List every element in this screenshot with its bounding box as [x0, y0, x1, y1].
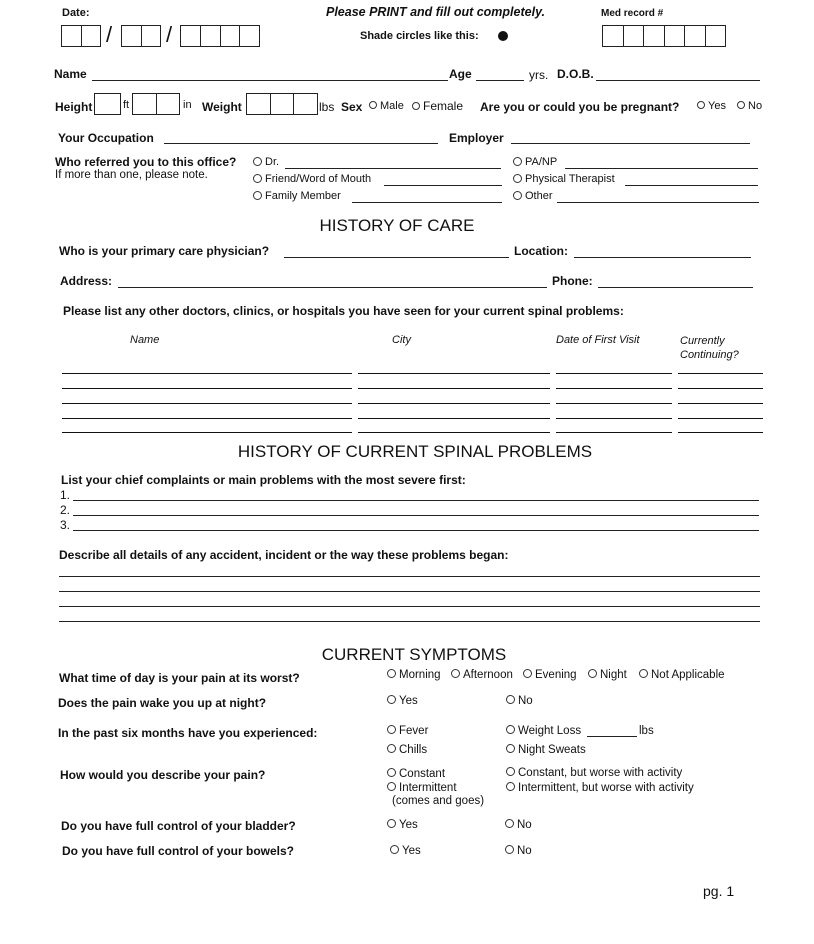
- complaint-number: 3.: [60, 518, 71, 532]
- referred-note: If more than one, please note.: [55, 169, 208, 181]
- doctor-date-first-visit-field[interactable]: [556, 403, 672, 404]
- doctor-name-field[interactable]: [62, 373, 352, 374]
- referred-other-option[interactable]: [513, 190, 553, 202]
- bladder-no-label: No: [517, 819, 532, 831]
- location-field[interactable]: [574, 257, 751, 258]
- time-na-option[interactable]: [639, 669, 725, 681]
- doctor-date-first-visit-field[interactable]: [556, 388, 672, 389]
- phone-field[interactable]: [598, 287, 753, 288]
- bowels-no-label: No: [517, 845, 532, 857]
- intermittent-worse-option[interactable]: [506, 782, 694, 794]
- radio-icon: [506, 744, 515, 753]
- referred-pa-label: PA/NP: [525, 156, 558, 168]
- radio-icon: [253, 191, 262, 200]
- fever-label: Fever: [399, 725, 429, 737]
- constant-worse-label: Constant, but worse with activity: [518, 767, 683, 779]
- intermittent-worse-label: Intermittent, but worse with activity: [518, 782, 694, 794]
- accident-field[interactable]: [59, 621, 760, 622]
- sex-female-label: Female: [423, 99, 464, 113]
- filled-circle-example-icon: [498, 31, 508, 41]
- time-afternoon-option[interactable]: [451, 669, 513, 681]
- med-record-field[interactable]: [602, 25, 726, 47]
- complaint-number: 1.: [60, 488, 71, 502]
- constant-worse-option[interactable]: [506, 767, 682, 779]
- time-evening-label: Evening: [535, 669, 577, 681]
- complaint-2-field[interactable]: [73, 515, 759, 516]
- doctor-currently-continuing-field[interactable]: [678, 432, 763, 433]
- pregnant-no-label: No: [748, 100, 763, 112]
- location-label: Location:: [514, 244, 568, 258]
- bowels-no-option[interactable]: [505, 845, 532, 857]
- weight-field[interactable]: [246, 93, 318, 115]
- radio-icon: [387, 725, 396, 734]
- history-of-care-heading: HISTORY OF CARE: [319, 216, 475, 235]
- pregnant-no-option[interactable]: [737, 100, 762, 112]
- column-city-header: City: [392, 334, 411, 346]
- doctor-date-first-visit-field[interactable]: [556, 432, 672, 433]
- occupation-field[interactable]: [164, 143, 438, 144]
- time-evening-option[interactable]: [523, 669, 577, 681]
- referred-friend-label: Friend/Word of Mouth: [265, 173, 372, 185]
- wake-no-option[interactable]: [506, 695, 533, 707]
- bladder-yes-option[interactable]: [387, 819, 418, 831]
- doctor-city-field[interactable]: [358, 418, 550, 419]
- referred-other-label: Other: [525, 190, 553, 202]
- chills-option[interactable]: [387, 744, 427, 756]
- date-month-field[interactable]: [61, 25, 101, 47]
- age-label: Age: [449, 67, 472, 81]
- date-slash: /: [106, 22, 113, 47]
- doctor-city-field[interactable]: [358, 403, 550, 404]
- employer-label: Employer: [449, 131, 504, 145]
- dob-field[interactable]: [596, 80, 760, 81]
- page-number: pg. 1: [703, 883, 735, 899]
- radio-icon: [387, 695, 396, 704]
- yrs-label: yrs.: [529, 68, 549, 82]
- constant-label: Constant: [399, 768, 446, 780]
- radio-icon: [513, 157, 522, 166]
- in-label: in: [183, 99, 192, 111]
- sex-label: Sex: [341, 100, 363, 114]
- time-night-label: Night: [600, 669, 627, 681]
- radio-icon: [588, 669, 597, 678]
- address-label: Address:: [60, 274, 113, 288]
- accident-field[interactable]: [59, 606, 760, 607]
- height-in-field[interactable]: [132, 93, 180, 115]
- doctor-currently-continuing-field[interactable]: [678, 403, 763, 404]
- sex-female-option[interactable]: [412, 99, 463, 113]
- height-label: Height: [55, 100, 93, 114]
- occupation-label: Your Occupation: [58, 131, 154, 145]
- night-sweats-label: Night Sweats: [518, 744, 586, 756]
- referred-other-field[interactable]: [557, 202, 759, 203]
- referred-dr-option[interactable]: [253, 156, 279, 168]
- date-slash: /: [166, 22, 173, 47]
- sex-male-label: Male: [380, 100, 404, 112]
- time-na-label: Not Applicable: [651, 669, 725, 681]
- radio-icon: [387, 819, 396, 828]
- shade-instruction: Shade circles like this:: [360, 30, 479, 42]
- pain-time-question: What time of day is your pain at its worst?: [59, 671, 300, 685]
- radio-icon: [253, 174, 262, 183]
- radio-icon: [506, 725, 515, 734]
- weight-loss-field[interactable]: [587, 736, 637, 737]
- intermittent-note: (comes and goes): [392, 795, 485, 807]
- ft-label: ft: [123, 99, 130, 111]
- radio-icon: [505, 819, 514, 828]
- radio-icon: [505, 845, 514, 854]
- referred-dr-field[interactable]: [285, 168, 501, 169]
- physician-field[interactable]: [284, 257, 509, 258]
- height-ft-field[interactable]: [94, 93, 121, 115]
- date-label: Date:: [62, 7, 90, 19]
- sex-male-option[interactable]: [369, 100, 404, 112]
- radio-icon: [369, 101, 377, 109]
- spinal-problems-heading: HISTORY OF CURRENT SPINAL PROBLEMS: [237, 442, 593, 461]
- referred-pt-field[interactable]: [625, 185, 758, 186]
- wake-yes-option[interactable]: [387, 695, 418, 707]
- referred-question: Who referred you to this office?: [55, 155, 237, 169]
- doctor-date-first-visit-field[interactable]: [556, 373, 672, 374]
- radio-icon: [387, 768, 396, 777]
- referred-pt-option[interactable]: [513, 173, 615, 185]
- column-date-header: Date of First Visit: [556, 334, 640, 346]
- time-morning-option[interactable]: [387, 669, 441, 681]
- lbs-label: lbs: [319, 100, 335, 114]
- radio-icon: [513, 174, 522, 183]
- wake-no-label: No: [518, 695, 533, 707]
- radio-icon: [737, 101, 745, 109]
- referred-friend-field[interactable]: [384, 185, 502, 186]
- complaints-prompt: List your chief complaints or main problems with the most severe first:: [61, 473, 466, 487]
- night-sweats-option[interactable]: [506, 744, 586, 756]
- date-day-field[interactable]: [121, 25, 161, 47]
- physician-label: Who is your primary care physician?: [59, 244, 270, 258]
- radio-icon: [513, 191, 522, 200]
- doctor-city-field[interactable]: [358, 432, 550, 433]
- time-night-option[interactable]: [588, 669, 627, 681]
- radio-icon: [390, 845, 399, 854]
- doctor-name-field[interactable]: [62, 432, 352, 433]
- bowels-question: Do you have full control of your bowels?: [62, 844, 295, 858]
- time-morning-label: Morning: [399, 669, 441, 681]
- weight-loss-lbs-label: lbs: [639, 725, 654, 737]
- pregnant-yes-option[interactable]: [697, 100, 726, 112]
- doctor-currently-continuing-field[interactable]: [678, 373, 763, 374]
- complaint-3-field[interactable]: [73, 530, 759, 531]
- radio-icon: [506, 767, 515, 776]
- med-record-label: Med record #: [601, 8, 664, 19]
- bladder-yes-label: Yes: [399, 819, 418, 831]
- doctor-city-field[interactable]: [358, 388, 550, 389]
- chills-label: Chills: [399, 744, 428, 756]
- radio-icon: [506, 695, 515, 704]
- address-field[interactable]: [118, 287, 547, 288]
- radio-icon: [451, 669, 460, 678]
- bladder-question: Do you have full control of your bladder?: [61, 819, 296, 833]
- column-continuing-header: Currently Continuing?: [680, 335, 739, 361]
- date-year-field[interactable]: [180, 25, 260, 47]
- accident-field[interactable]: [59, 591, 760, 592]
- referred-family-label: Family Member: [265, 190, 341, 202]
- doctor-currently-continuing-field[interactable]: [678, 388, 763, 389]
- radio-icon: [412, 102, 420, 110]
- weight-loss-option[interactable]: [506, 725, 581, 737]
- phone-label: Phone:: [552, 274, 593, 288]
- age-field[interactable]: [476, 80, 524, 81]
- radio-icon: [639, 669, 648, 678]
- radio-icon: [506, 782, 515, 791]
- name-label: Name: [54, 67, 87, 81]
- dob-label: D.O.B.: [557, 67, 594, 81]
- describe-pain-question: How would you describe your pain?: [60, 768, 266, 782]
- time-afternoon-label: Afternoon: [463, 669, 513, 681]
- current-symptoms-heading: CURRENT SYMPTOMS: [321, 645, 507, 664]
- intermittent-option[interactable]: [387, 782, 457, 794]
- radio-icon: [387, 669, 396, 678]
- radio-icon: [387, 744, 396, 753]
- radio-icon: [387, 782, 396, 791]
- experienced-question: In the past six months have you experienced:: [58, 726, 318, 740]
- pregnant-yes-label: Yes: [708, 100, 726, 112]
- print-instruction: Please PRINT and fill out completely.: [326, 5, 546, 19]
- doctor-currently-continuing-field[interactable]: [678, 418, 763, 419]
- referred-family-option[interactable]: [253, 190, 341, 202]
- employer-field[interactable]: [511, 143, 750, 144]
- doctor-name-field[interactable]: [62, 388, 352, 389]
- other-doctors-prompt: Please list any other doctors, clinics, or hospitals you have seen for your current spinal problems:: [63, 304, 624, 318]
- referred-pa-option[interactable]: [513, 156, 557, 168]
- wake-question: Does the pain wake you up at night?: [58, 696, 267, 710]
- column-name-header: Name: [130, 334, 160, 346]
- radio-icon: [697, 101, 705, 109]
- doctor-name-field[interactable]: [62, 418, 352, 419]
- pregnant-question: Are you or could you be pregnant?: [480, 100, 680, 114]
- referred-pt-label: Physical Therapist: [525, 173, 615, 185]
- complaint-1-field[interactable]: [73, 500, 759, 501]
- intermittent-label: Intermittent: [399, 782, 457, 794]
- wake-yes-label: Yes: [399, 695, 418, 707]
- name-field[interactable]: [92, 80, 448, 81]
- constant-option[interactable]: [387, 768, 445, 780]
- accident-prompt: Describe all details of any accident, incident or the way these problems began:: [59, 548, 509, 562]
- radio-icon: [253, 157, 262, 166]
- doctor-city-field[interactable]: [358, 373, 550, 374]
- bowels-yes-label: Yes: [402, 845, 421, 857]
- weight-label: Weight: [202, 100, 242, 114]
- fever-option[interactable]: [387, 725, 428, 737]
- referred-pa-field[interactable]: [565, 168, 758, 169]
- doctor-date-first-visit-field[interactable]: [556, 418, 672, 419]
- referred-family-field[interactable]: [352, 202, 502, 203]
- complaint-number: 2.: [60, 503, 71, 517]
- referred-dr-label: Dr.: [265, 156, 280, 168]
- weight-loss-label: Weight Loss: [518, 725, 582, 737]
- bowels-yes-option[interactable]: [390, 845, 421, 857]
- radio-icon: [523, 669, 532, 678]
- doctor-name-field[interactable]: [62, 403, 352, 404]
- referred-friend-option[interactable]: [253, 173, 371, 185]
- accident-field[interactable]: [59, 576, 760, 577]
- bladder-no-option[interactable]: [505, 819, 532, 831]
